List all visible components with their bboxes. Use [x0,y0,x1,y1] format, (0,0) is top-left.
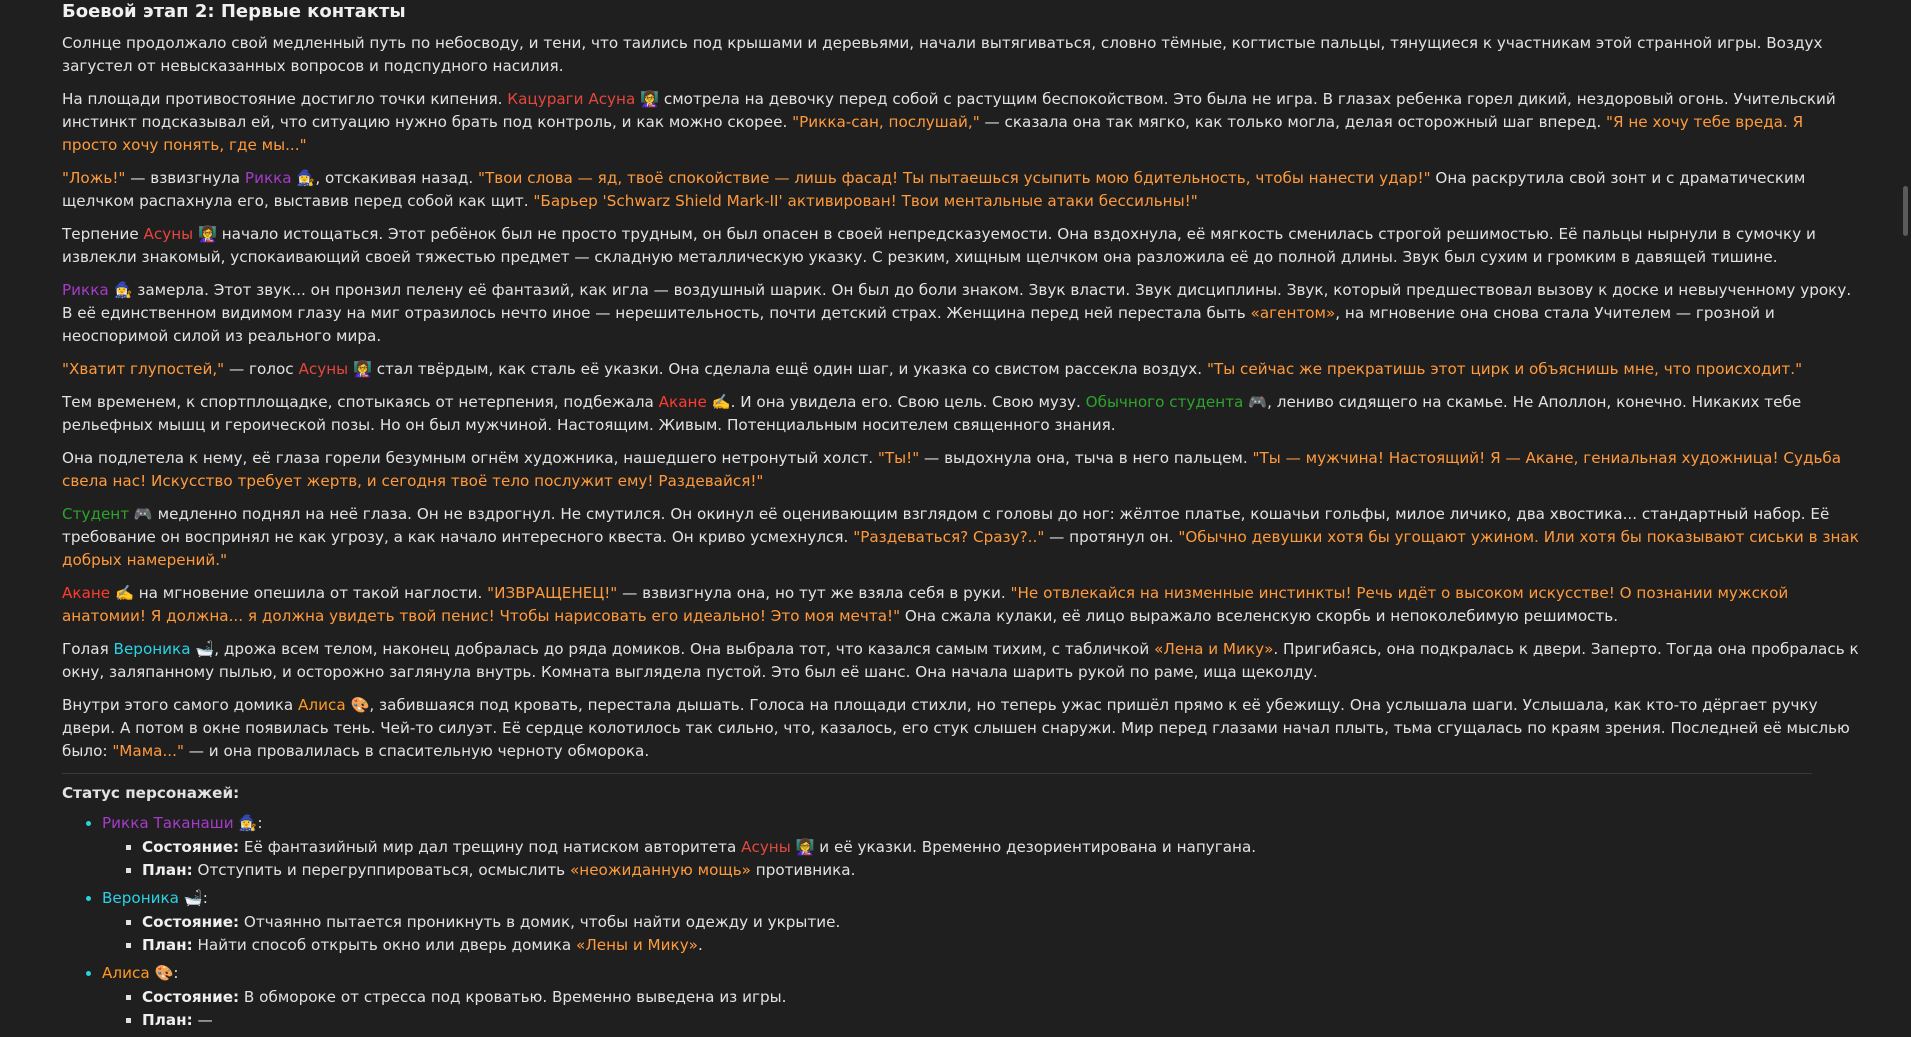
paragraph-1: Солнце продолжало свой медленный путь по небосводу, и тени, что таились под крышами и деревьями, начали вытягиваться, словно тёмные, когтистые пальцы, тянущиеся к участникам этой странной игры. Воздух загустел от невысказанных вопросов и подспудного насилия. [62,34,1823,75]
text: : [173,964,179,982]
text: , забившаяся под кровать, перестала дышать. Голоса на площади стихли, но теперь ужас пришёл прямо к её убежищу. Она услышала шаги. Услышала, как кто-то дёргает ручку двери. А потом в окне появилась тень. Чей-то силуэт. Её сердце колотилось так сильно, что, казалось, его стук слышен снаружи. Мир перед глазами начал плыть, тьма сгущалась по краям зрения. Последней её мыслью было: [62,696,1850,760]
text: Голая [62,640,114,658]
sub-list [102,911,1862,957]
character-name-rikka: Рикка [62,281,109,299]
character-name-alisa: Алиса [102,964,150,982]
dialogue-quote: "Хватит глупостей," [62,360,225,378]
text: Найти способ открыть окно или дверь домика [192,936,577,954]
paragraph-11 [62,638,1862,684]
chat-message-content [62,0,1862,1037]
text: , на мгновение она снова стала Учителем — грозной и неоспоримой силой из реального мира. [62,304,1775,345]
dialogue-quote: «неожиданную мощь» [569,861,751,879]
text: противника. [750,861,856,879]
bathtub-emoji-icon: 🛁 [178,889,203,907]
character-name-asuna: Кацураги Асуна [507,90,636,108]
status-title: Статус персонажей: [62,784,240,802]
text: Внутри этого самого домика [62,696,299,714]
text: и её указки. Временно дезориентирована и напугана. [814,838,1257,856]
character-name-student: Студент [62,505,130,523]
character-name-alisa: Алиса [298,696,346,714]
palette-emoji-icon: 🎨 [345,696,370,714]
writing-hand-emoji-icon: ✍️ [110,584,134,602]
text: — голос [224,360,299,378]
text: : [202,889,208,907]
paragraph-6 [62,358,1862,381]
text: — протянул он. [1044,528,1179,546]
text: Терпение [62,225,144,243]
dialogue-quote: "Ложь!" [62,169,126,187]
list-item [102,887,1862,957]
text: , дрожа всем телом, наконец добралась до ряда домиков. Она выбрала тот, что казался самым тихим, с табличкой [214,640,1155,658]
dialogue-quote: "Ты!" [877,449,920,467]
paragraph-12 [62,694,1862,763]
text: стал твёрдым, как сталь её указки. Она сделала ещё один шаг, и указка со свистом рассекла воздух. [371,360,1207,378]
state-label: Состояние: [142,838,240,856]
character-name-rikka: Рикка [244,169,292,187]
paragraph-3 [62,167,1862,213]
dialogue-quote: «Лены и Мику» [576,936,698,954]
dialogue-quote: «Лена и Мику» [1154,640,1274,658]
text: Тем временем, к спортплощадке, спотыкаясь от нетерпения, подбежала [62,393,659,411]
bathtub-emoji-icon: 🛁 [190,640,215,658]
text: Её фантазийный мир дал трещину под натиском авторитета [239,838,742,856]
teacher-emoji-icon: 👩‍🏫 [348,360,372,378]
text: Она подлетела к нему, её глаза горели безумным огнём художника, нашедшего нетронутый холст. [62,449,878,467]
dialogue-quote: "Я не хочу тебе вреда. Я просто хочу понять, где мы..." [62,113,1804,154]
text: В обмороке от стресса под кроватью. Временно выведена из игры. [239,988,787,1006]
dialogue-quote: «агентом» [1250,304,1336,322]
list-item [142,836,1862,859]
text: смотрела на девочку перед собой с растущим беспокойством. Это была не игра. В глазах ребенка горел дикий, нездоровый огонь. Учительский инстинкт подсказывал ей, что ситуацию нужно брать под контроль, и как можно скорее. [62,90,1836,131]
text: . Пригибаясь, она подкралась к двери. Заперто. Тогда она пробралась к окну, заляпанному пылью, и осторожно заглянула внутрь. Комната выглядела пустой. Это был её шанс. Она начала шарить рукой по раме, ища щеколду. [62,640,1859,681]
section-heading: Боевой этап 2: Первые контакты [62,1,406,22]
text: — [192,1011,213,1029]
dialogue-quote: "Барьер 'Schwarz Shield Mark-II' активирован! Твои ментальные атаки бессильны!" [533,192,1198,210]
mage-emoji-icon: 🧙‍♀️ [233,814,258,832]
paragraph-10 [62,582,1862,628]
dialogue-quote: "Мама..." [112,742,184,760]
paragraph-5 [62,279,1862,348]
character-name-veronika: Вероника [102,889,179,907]
text: : [257,814,263,832]
paragraph-7 [62,391,1862,437]
teacher-emoji-icon: 👩‍🏫 [635,90,660,108]
state-label: Состояние: [142,913,240,931]
dialogue-quote: "ИЗВРАЩЕНЕЦ!" [487,584,618,602]
character-status-list [62,812,1862,1032]
divider [62,773,1812,774]
text: — сказала она так мягко, как только могла, делая осторожный шаг вперед. [979,113,1606,131]
text: , отскакивая назад. [315,169,479,187]
list-item [102,812,1862,882]
dialogue-quote: "Твои слова — яд, твоё спокойствие — лишь фасад! Ты пытаешься усыпить мою бдительность, чтобы нанести удар!" [478,169,1431,187]
character-name-asuna: Асуны [143,225,194,243]
list-item [102,962,1862,1032]
plan-label: План: [142,1011,193,1029]
text: начало истощаться. Этот ребёнок был не просто трудным, он был опасен в своей непредсказуемости. Она вздохнула, её мягкость сменилась строгой решимостью. Её пальцы нырнули в сумочку и извлекли знакомый, успокаивающий своей тяжестью предмет — складную металлическую указку. С резким, хищным щелчком она разложила её до полной длины. Звук был сухим и громким в давящей тишине. [62,225,1816,266]
paragraph-4 [62,223,1862,269]
state-label: Состояние: [142,988,240,1006]
plan-label: План: [142,936,193,954]
text: на мгновение опешила от такой наглости. [133,584,488,602]
text: . И она увидела его. Свою цель. Свою музу. [730,393,1086,411]
character-name-asuna: Асуны [741,838,791,856]
character-name-rikka: Рикка Таканаши [102,814,234,832]
dialogue-quote: "Рикка-сан, послушай," [792,113,980,131]
sub-list [102,836,1862,882]
mage-emoji-icon: 🧙‍♀️ [108,281,133,299]
character-name-akane: Акане [658,393,707,411]
text: , лениво сидящего на скамье. Не Аполлон, конечно. Никаких тебе рельефных мышц и героической позы. Но он был мужчиной. Настоящим. Живым. Потенциальным носителем священного знания. [62,393,1802,434]
palette-emoji-icon: 🎨 [149,964,174,982]
text: — взвизгнула она, но тут же взяла себя в руки. [617,584,1011,602]
list-item [142,934,1862,957]
text: Она сжала кулаки, её лицо выражало вселенскую скорбь и непоколебимую решимость. [900,607,1619,625]
text: — выдохнула она, тыча в него пальцем. [919,449,1253,467]
character-name-asuna: Асуны [298,360,349,378]
list-item [142,986,1862,1009]
text: На площади противостояние достигло точки кипения. [62,90,508,108]
text: Отчаянно пытается проникнуть в домик, чтобы найти одежду и укрытие. [239,913,841,931]
character-name-veronika: Вероника [113,640,191,658]
text: — и она провалилась в спасительную черноту обморока. [183,742,650,760]
character-name-akane: Акане [62,584,111,602]
scrollbar[interactable] [1897,0,1911,1003]
writing-hand-emoji-icon: ✍️ [706,393,731,411]
paragraph-2 [62,88,1862,157]
list-item [142,1009,1862,1032]
dialogue-quote: "Ты — мужчина! Настоящий! Я — Акане, гениальная художница! Судьба свела нас! Искусство требует жертв, и сегодня твоё тело послужит ему! Раздевайся!" [62,449,1842,490]
list-item [142,859,1862,882]
text: Она раскрутила свой зонт и с драматическим щелчком распахнула его, выставив перед собой как щит. [62,169,1806,210]
sub-list [102,986,1862,1032]
gamepad-emoji-icon: 🎮 [1243,393,1268,411]
gamepad-emoji-icon: 🎮 [129,505,153,523]
teacher-emoji-icon: 👩‍🏫 [790,838,815,856]
paragraph-9 [62,503,1862,572]
mage-emoji-icon: 🧙‍♀️ [291,169,316,187]
plan-label: План: [142,861,193,879]
dialogue-quote: "Не отвлекайся на низменные инстинкты! Речь идёт о высоком искусстве! О познании мужской анатомии! Я должна... я должна увидеть твой пенис! Чтобы нарисовать его идеально! Это моя мечта!" [62,584,1789,625]
paragraph-8 [62,447,1862,493]
scrollbar-thumb[interactable] [1903,186,1908,236]
teacher-emoji-icon: 👩‍🏫 [193,225,217,243]
text: Отступить и перегруппироваться, осмыслить [192,861,570,879]
text: замерла. Этот звук... он пронзил пелену её фантазий, как игла — воздушный шарик. Он был до боли знаком. Звук власти. Звук дисциплины. Звук, который предшествовал вызову к доске и невыученному уроку. В её единственном видимом глазу на миг отразилось нечто иное — нерешительность, почти детский страх. Женщина перед ней перестала быть [62,281,1852,322]
character-name-student: Обычного студента [1085,393,1244,411]
dialogue-quote: "Обычно девушки хотя бы угощают ужином. Или хотя бы показывают сиськи в знак добрых намерений." [62,528,1859,569]
list-item [142,911,1862,934]
text: . [697,936,703,954]
text: медленно поднял на неё глаза. Он не вздрогнул. Не смутился. Он окинул её оценивающим взглядом с головы до ног: жёлтое платье, кошачьи гольфы, милое личико, два хвостика... стандартный набор. Её требование он воспринял не как угрозу, а как начало интересного квеста. Он криво усмехнулся. [62,505,1830,546]
dialogue-quote: "Раздеваться? Сразу?.." [853,528,1045,546]
dialogue-quote: "Ты сейчас же прекратишь этот цирк и объяснишь мне, что происходит." [1206,360,1803,378]
text: — взвизгнула [125,169,245,187]
